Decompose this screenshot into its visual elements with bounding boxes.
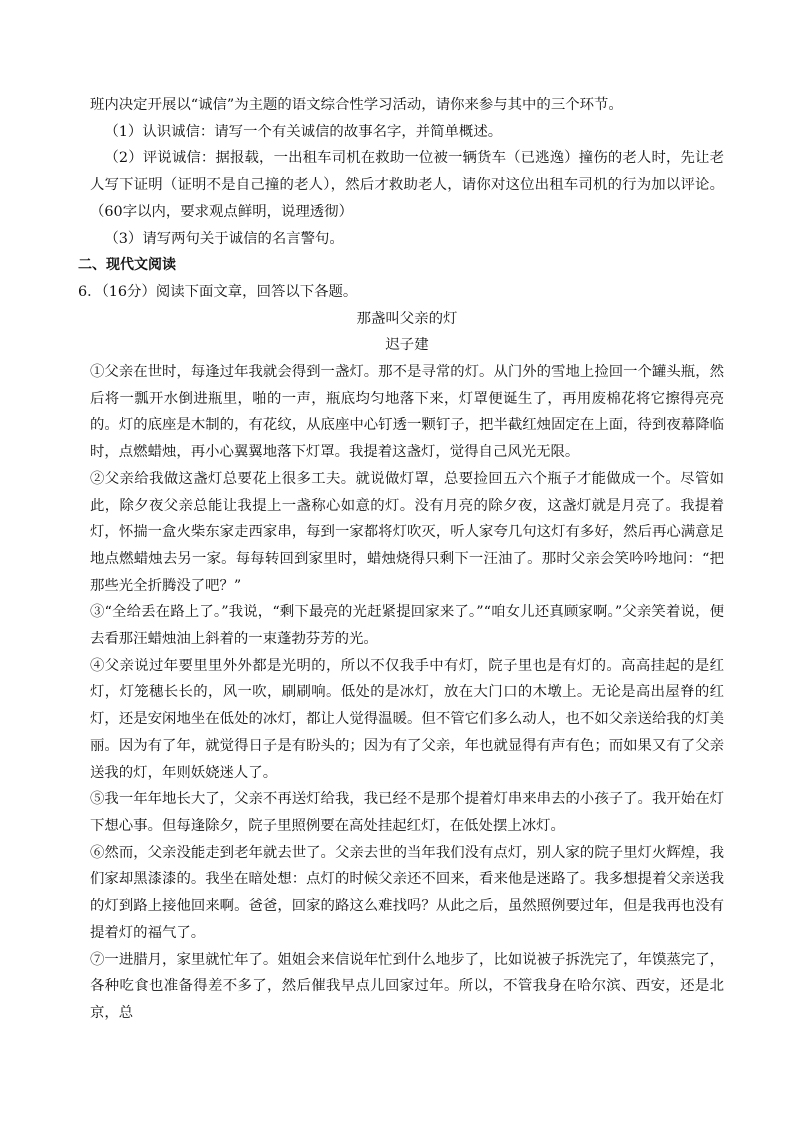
document-content xyxy=(78,92,724,1027)
article-paragraph-6: ⑥然而，父亲没能走到老年就去世了。父亲去世的当年我们没有点灯，别人家的院子里灯火辉煌，我们家却黑漆漆的。我坐在暗处想：点灯的时候父亲还不回来，看来他是迷路了。我多想提着父亲送我的灯到路上接他回来啊。爸爸，回家的路这么难找吗？从此之后，虽然照例要过年，但是我再也没有提着灯的福气了。 xyxy=(90,844,724,941)
task-item-2: （2）评说诚信：据报载，一出租车司机在救助一位被一辆货车（已逃逸）撞伤的老人时，先让老人写下证明（证明不是自己撞的老人），然后才救助老人，请你对这位出租车司机的行为加以评论。（60字以内，要求观点鲜明，说理透彻） xyxy=(90,150,724,220)
article-paragraph-7: ⑦一进腊月，家里就忙年了。姐姐会来信说年忙到什么地步了，比如说被子拆洗完了，年馍蒸完了，各种吃食也准备得差不多了，然后催我早点儿回家过年。所以，不管我身在哈尔滨、西安，还是北京，总 xyxy=(90,951,724,1021)
article-paragraph-5: ⑤我一年年地长大了，父亲不再送灯给我，我已经不是那个提着灯串来串去的小孩子了。我开始在灯下想心事。但每逢除夕，院子里照例要在高处挂起红灯，在低处摆上冰灯。 xyxy=(90,791,724,834)
question-6-prompt: 6．（16分）阅读下面文章，回答以下各题。 xyxy=(78,283,358,300)
section-heading-modern-reading: 二、现代文阅读 xyxy=(78,257,176,274)
article-title: 那盏叫父亲的灯 xyxy=(356,310,458,327)
article-paragraph-1: ①父亲在世时，每逢过年我就会得到一盏灯。那不是寻常的灯。从门外的雪地上捡回一个罐头瓶，然后将一瓢开水倒进瓶里，啪的一声，瓶底均匀地落下来，灯罩便诞生了，再用废棉花将它擦得亮亮的。灯的底座是木制的，有花纹，从底座中心钉透一颗钉子，把半截红烛固定在上面，待到夜幕降临时，点燃蜡烛，再小心翼翼地落下灯罩。我提着这盏灯，觉得自己风光无限。 xyxy=(90,364,724,461)
article-author: 迟子建 xyxy=(385,337,429,354)
task-item-3: （3）请写两句关于诚信的名言警句。 xyxy=(104,230,344,247)
task-item-1: （1）认识诚信：请写一个有关诚信的故事名字，并简单概述。 xyxy=(104,123,503,140)
article-paragraph-3: ③“全给丢在路上了。”我说，“剩下最亮的光赶紧提回家来了。”“咱女儿还真顾家啊。”父亲笑着说，便去看那汪蜡烛油上斜着的一束蓬勃芬芳的光。 xyxy=(90,604,724,648)
article-paragraph-2: ②父亲给我做这盏灯总要花上很多工夫。就说做灯罩，总要捡回五六个瓶子才能做成一个。尽管如此，除夕夜父亲总能让我提上一盏称心如意的灯。没有月亮的除夕夜，这盏灯就是月亮了。我提着灯，怀揣一盒火柴东家走西家串，每到一家都将灯吹灭，听人家夸几句这灯有多好，然后再心满意足地点燃蜡烛去另一家。每每转回到家里时，蜡烛烧得只剩下一汪油了。那时父亲会笑吟吟地问：“把那些光全折腾没了吧？” xyxy=(90,470,724,594)
article-paragraph-4: ④父亲说过年要里里外外都是光明的，所以不仅我手中有灯，院子里也是有灯的。高高挂起的是红灯，灯笼穗长长的，风一吹，刷刷响。低处的是冰灯，放在大门口的木墩上。无论是高出屋脊的红灯，还是安闲地坐在低处的冰灯，都让人觉得温暖。但不管它们多么动人，也不如父亲送给我的灯美丽。因为有了年，就觉得日子是有盼头的；因为有了父亲，年也就显得有声有色；而如果又有了父亲送我的灯，年则妖娆迷人了。 xyxy=(90,657,724,781)
intro-paragraph: 班内决定开展以“诚信”为主题的语文综合性学习活动，请你来参与其中的三个环节。 xyxy=(90,97,623,113)
